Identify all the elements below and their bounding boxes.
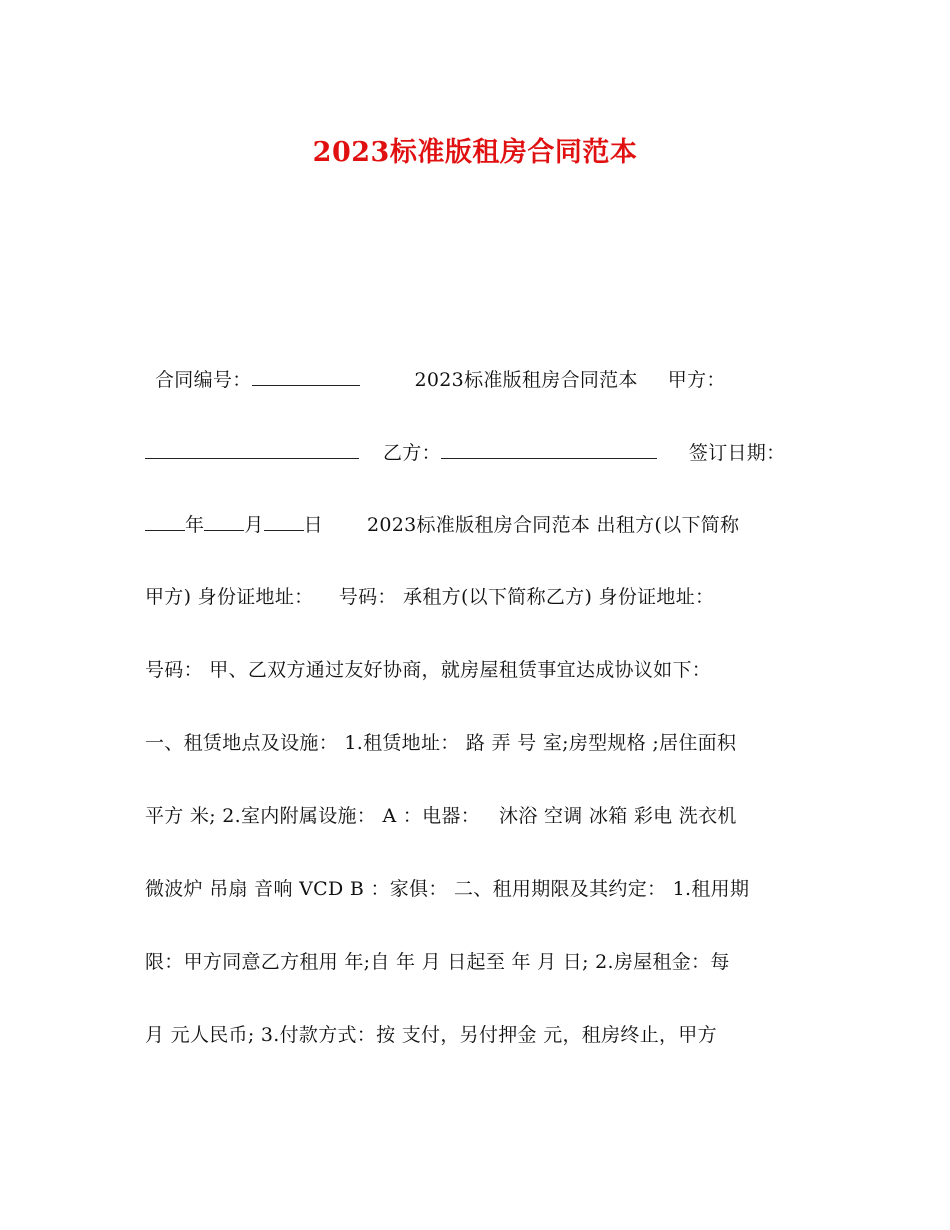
- body-line-5: 微波炉 吊扇 音响 VCD B ：家俱： 二、租用期限及其约定： 1.租用期: [145, 878, 750, 900]
- parties-line: [145, 438, 805, 468]
- contract-no-blank: [252, 367, 360, 386]
- document-title: 2023标准版租房合同范本: [312, 137, 638, 168]
- body-line-1: 甲方) 身份证地址： 号码： 承租方(以下简称乙方) 身份证地址：: [145, 586, 715, 608]
- body-line-6: 限：甲方同意乙方租用 年;自 年 月 日起至 年 月 日; 2.房屋租金：每: [145, 951, 730, 973]
- body-line-4: 平方 米; 2.室内附属设施： A ：电器： 沐浴 空调 冰箱 彩电 洗衣机: [145, 805, 737, 827]
- year-blank: [145, 512, 185, 531]
- contract-no-label: 合同编号：: [155, 369, 252, 391]
- month-label: 月: [244, 514, 264, 536]
- sign-date-label: 签订日期：: [688, 442, 786, 464]
- body-line-2: 号码： 甲、乙双方通过友好协商，就房屋租赁事宜达成协议如下：: [145, 659, 712, 681]
- party-b-blank: [441, 440, 657, 459]
- document-name: 2023标准版租房合同范本: [414, 369, 638, 391]
- month-blank: [204, 512, 244, 531]
- party-b-label: 乙方：: [383, 442, 441, 464]
- contract-header-line: [155, 365, 815, 395]
- day-blank: [264, 512, 304, 531]
- date-line: [145, 510, 805, 540]
- party-a-label: 甲方：: [667, 369, 726, 391]
- year-label: 年: [185, 514, 205, 536]
- body-line-3: 一、租赁地点及设施： 1.租赁地址： 路 弄 号 室;房型规格 ;居住面积: [145, 732, 737, 754]
- party-a-blank: [145, 440, 359, 459]
- day-label: 日: [303, 514, 323, 536]
- lessor-intro: 2023标准版租房合同范本 出租方(以下简称: [366, 514, 740, 536]
- body-line-7: 月 元人民币; 3.付款方式：按 支付，另付押金 元，租房终止，甲方: [145, 1024, 717, 1046]
